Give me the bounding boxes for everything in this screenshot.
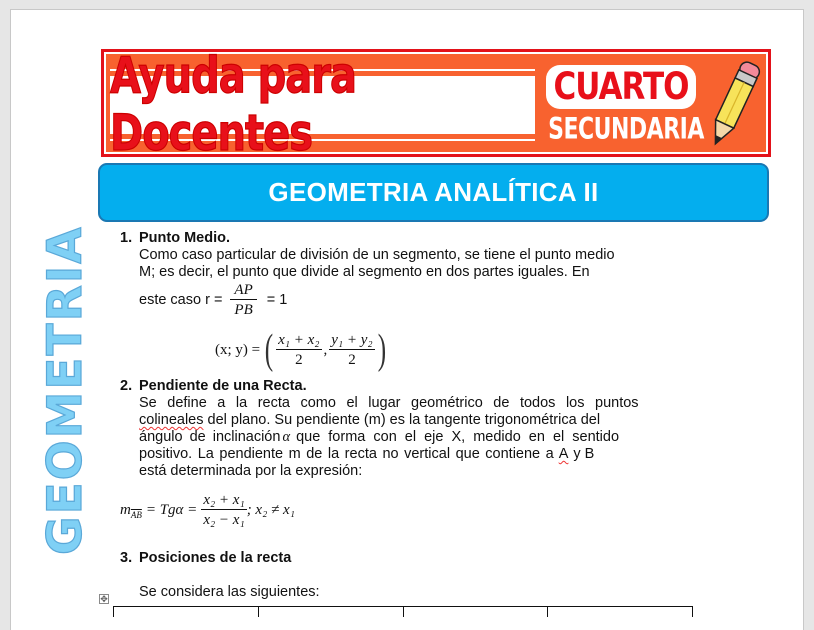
move-handle-icon[interactable]: ✥ [100,594,108,604]
frac-y-numerator: y₁ + y₂ [331,331,373,348]
ratio-prefix: este caso r = [139,292,223,308]
formula-lhs: (x; y) = [215,341,261,358]
level-text: SECUNDARIA [548,112,704,146]
paragraph-line: Como caso particular de división de un segmento, se tiene el punto medio [139,247,615,263]
fraction-y [329,331,374,370]
page-title: GEOMETRIA ANALÍTICA II [268,177,599,207]
section-number: 1. [120,230,133,246]
slope-condition: ; x₂ ≠ x₁ [246,501,295,518]
ratio-denominator: PB [234,301,253,318]
paragraph-line [139,429,620,446]
paragraph-text: que forma con el eje X, medido en el sentido [296,429,620,445]
banner-title: Ayuda para Docentes [110,47,356,163]
table-cell[interactable] [113,607,258,617]
table-cell[interactable] [258,607,403,617]
paragraph-line: M; es decir, el punto que divide al segmento en dos partes iguales. En [139,264,590,280]
ratio-numerator: AP [230,281,256,300]
formula-separator: , [323,341,328,358]
alpha-symbol: α [282,429,291,445]
paragraph-line [139,395,639,411]
midpoint-formula [215,328,389,372]
slope-equals-tg: = Tgα = [145,501,198,518]
side-label: GEOMETRIA [38,225,93,555]
ratio-fraction [230,281,256,320]
ratio-suffix: = 1 [266,292,288,308]
table-cell[interactable] [403,607,548,617]
misspelled-word: colineales [139,412,204,428]
paragraph-text: Se define a la recta como el lugar geométrico de todos los puntos [139,395,639,411]
ratio-expression [139,280,287,320]
slope-formula [120,488,295,532]
fraction-x [276,331,321,370]
frac-x-denominator: 2 [295,351,303,368]
paragraph-text: del plano. Su pendiente (m) es la tangente trigonométrica del [207,412,601,428]
paragraph-line: Se considera las siguientes: [139,584,320,600]
positions-table [113,606,693,617]
table-cell[interactable] [547,607,693,617]
section-heading: Punto Medio. [139,230,231,246]
open-paren: ( [264,327,274,373]
paragraph-line [139,412,612,428]
paragraph-line: está determinada por la expresión: [139,463,363,479]
section-number: 2. [120,378,133,394]
section-number: 3. [120,550,133,566]
paragraph-text: ángulo de inclinación [139,429,281,445]
paragraph-text: y B [573,446,595,462]
frac-x-numerator: x₁ + x₂ [278,331,320,348]
slope-denominator: x₂ − x₁ [203,511,245,528]
slope-subscript: $\overline{AB}$ [130,510,142,520]
slope-numerator: x₂ + x₁ [203,491,245,508]
close-paren: ) [377,327,386,373]
grade-label: CUARTO [553,65,689,109]
paragraph-line [139,446,612,462]
slope-fraction [201,491,246,530]
paragraph-text: positivo. La pendiente m de la recta no vertical que contiene a [139,446,554,462]
section-heading: Posiciones de la recta [139,550,292,566]
section-heading: Pendiente de una Recta. [139,378,307,394]
point-a-label: A [558,446,569,462]
frac-y-denominator: 2 [348,351,356,368]
slope-symbol: m [120,501,131,518]
